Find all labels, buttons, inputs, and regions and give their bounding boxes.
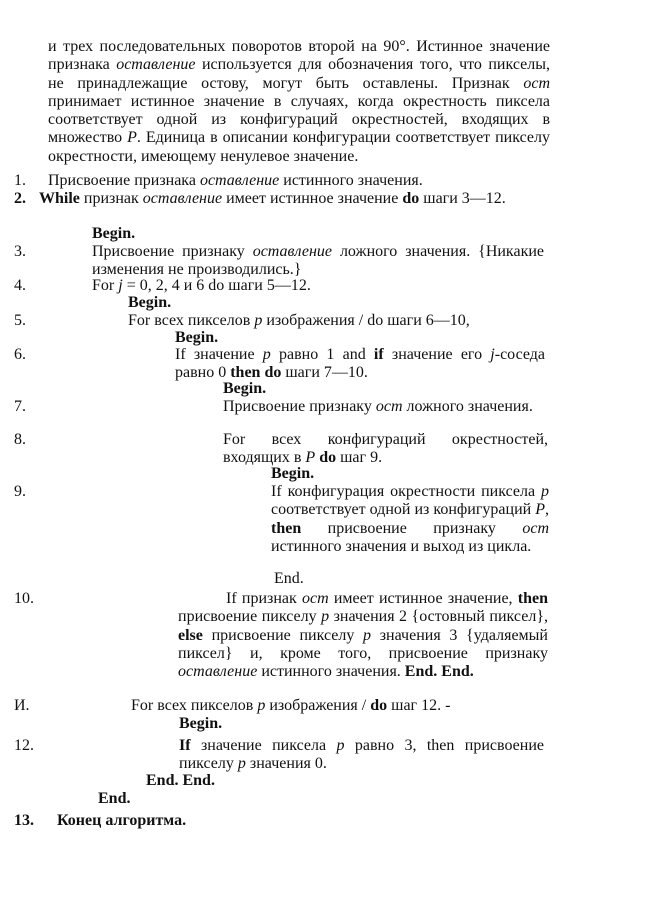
italic-term: P [535, 501, 545, 519]
step-text: For j = 0, 2, 4 и 6 do шаги 5—12. [92, 277, 311, 294]
begin-keyword: Begin. [92, 225, 136, 242]
begin-keyword: Begin. [128, 294, 172, 311]
step-text: Присвоение признаку оставление ложного значения. {Никакие изменения не производились.} [92, 243, 545, 279]
italic-term: P [305, 449, 316, 467]
italic-term: p [257, 697, 266, 714]
step-number: 13. [14, 812, 34, 829]
begin-keyword: Begin. [271, 465, 315, 482]
step-number: 8. [14, 431, 26, 448]
intro-paragraph: и трех последовательных поворотов второй на 90°. Истинное значение признака оставление используется для обозначения того, что пикселы, не принадлежащие остову, могут быть оставлены. Признак ост принимает истинное значение в случаях, когда окрестность пиксела соответствует одной из конфигураций окрестностей, входящих в множество P. Единица в описании конфигурации соответствует пикселу окрестности, имеющему ненулевое значение. [48, 38, 551, 165]
bold-keyword: While [39, 190, 80, 207]
italic-term: p [262, 346, 271, 363]
step-text: Присвоение признаку ост ложного значения. [223, 398, 533, 415]
step-number: 5. [14, 312, 26, 329]
step-number: 12. [14, 737, 34, 754]
italic-term: ост [301, 590, 329, 607]
bold-keyword: do [402, 190, 420, 207]
step-number: 10. [14, 590, 34, 607]
italic-term: p [541, 483, 549, 500]
bold-keyword: End. End. [404, 663, 474, 681]
italic-term: оставление [142, 190, 223, 207]
end-keyword: End. End. [146, 772, 215, 789]
end-keyword: End. [274, 570, 304, 587]
begin-keyword: Begin. [179, 715, 223, 732]
bold-keyword: then do [230, 364, 282, 382]
step-text: While признак оставление имеет истинное значение do шаги 3—12. [39, 190, 506, 207]
bold-keyword: If [179, 737, 191, 754]
italic-term: оставление [199, 172, 280, 189]
italic-term: j [118, 277, 123, 294]
step-number: 7. [14, 398, 26, 415]
italic-term: P [127, 129, 137, 147]
italic-term: p [363, 626, 372, 644]
bold-keyword: if [373, 346, 384, 363]
step-number: 3. [14, 243, 26, 260]
step-text [57, 812, 186, 830]
end-keyword: End. [98, 790, 131, 807]
italic-term: p [237, 755, 246, 773]
step-number: 1. [14, 172, 26, 189]
italic-term: p [336, 737, 345, 754]
bold-keyword: do [370, 697, 388, 714]
step-text: If значение пиксела p равно 3, then присвоение пикселу p значения 0. [179, 737, 544, 773]
begin-keyword: Begin. [223, 380, 267, 397]
step-text: If конфигурация окрестности пиксела p соответствует одной из конфигураций P, then присвоение признаку ост истинного значения и выход из цикла. [271, 483, 549, 555]
step-text: For всех пикселов p изображения / do шаги 6—10, [128, 312, 470, 329]
bold-keyword: Конец алгоритма. [57, 812, 187, 829]
bold-keyword: else [178, 626, 203, 644]
step-text: For всех пикселов p изображения / do шаг 12. - [131, 697, 451, 714]
italic-term: p [321, 608, 330, 626]
italic-term: j [490, 346, 495, 363]
italic-term: ост [523, 74, 550, 92]
italic-term: оставление [252, 243, 333, 260]
step-number: 4. [14, 277, 26, 294]
bold-keyword: do [319, 449, 337, 467]
step-text: If значение p равно 1 and if значение его j-соседа равно 0 then do шаги 7—10. [175, 346, 546, 382]
step-number: 6. [14, 346, 26, 363]
step-number: 9. [14, 483, 26, 500]
step-number: 2. [14, 190, 26, 207]
italic-term: оставление [178, 663, 258, 681]
begin-keyword: Begin. [175, 329, 219, 346]
italic-term: p [254, 312, 263, 329]
step-number: И. [14, 697, 30, 714]
step-text: If признак ост имеет истинное значение, then присвоение пикселу p значения 2 {остовный пиксел}, else присвоение пикселу p значения 3 {удаляемый пиксел} и, кроме того, присвоение признаку оставление истинного значения. End. End. [178, 590, 548, 681]
step-text: Присвоение признака оставление истинного значения. [48, 172, 423, 189]
bold-keyword: then [517, 590, 548, 607]
italic-term: ост [522, 519, 549, 537]
step-text: For всех конфигураций окрестностей, входящих в P do шаг 9. [223, 431, 548, 467]
italic-term: оставление [116, 56, 196, 74]
bold-keyword: then [271, 519, 302, 537]
italic-term: ост [375, 398, 403, 415]
